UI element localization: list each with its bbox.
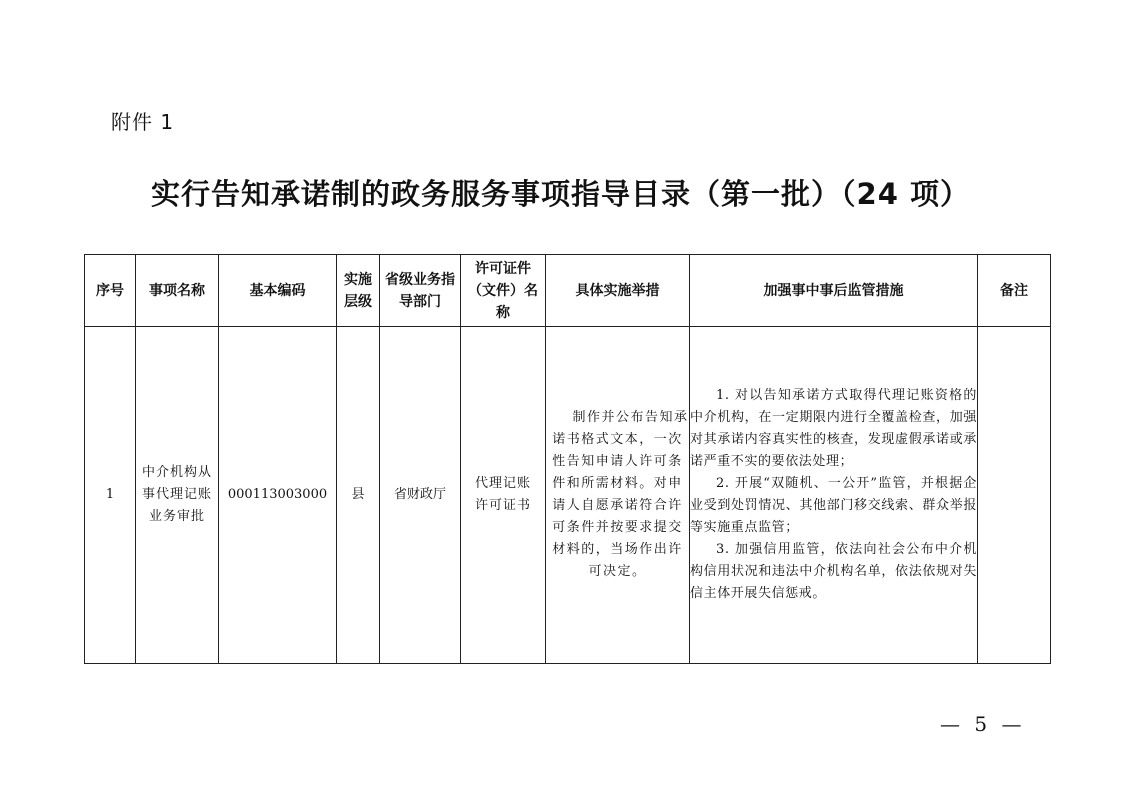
header-department	[380, 255, 461, 327]
service-catalog-table	[84, 254, 1051, 664]
page-number: — 5 —	[940, 712, 1026, 736]
cell-license-name	[461, 327, 546, 664]
header-seq: 序号	[85, 255, 136, 327]
cell-measures	[546, 327, 690, 664]
cell-department: 省财政厅	[380, 327, 461, 664]
header-measures: 具体实施举措	[546, 255, 690, 327]
document-title: 实行告知承诺制的政务服务事项指导目录（第一批）（24 项）	[151, 177, 970, 211]
header-remarks: 备注	[978, 255, 1051, 327]
cell-seq: 1	[85, 327, 136, 664]
table-header-row	[85, 255, 1051, 327]
header-item-name: 事项名称	[136, 255, 219, 327]
table-row	[85, 327, 1051, 664]
cell-license-name-text: 代理记账许可证书	[474, 476, 531, 513]
cell-measures-text: 制作并公布告知承诺书格式文本，一次性告知申请人许可条件和所需材料。对申请人自愿承诺符合许可条件并按要求提交材料的，当场作出许可决定。	[552, 410, 689, 579]
header-license-name	[461, 255, 546, 327]
cell-remarks	[978, 327, 1051, 664]
cell-item-name	[136, 327, 219, 664]
supervision-item-3: 3. 加强信用监管，依法向社会公布中介机构信用状况和违法中介机构名单，依法依规对失信主体开展失信惩戒。	[690, 542, 977, 601]
cell-supervision	[690, 327, 978, 664]
header-supervision: 加强事中事后监管措施	[690, 255, 978, 327]
supervision-item-2: 2. 开展“双随机、一公开”监管，并根据企业受到处罚情况、其他部门移交线索、群众举报等实施重点监管；	[690, 476, 977, 535]
cell-basic-code: 000113003000	[219, 327, 337, 664]
header-license-name-text: 许可证件（文件）名称	[468, 260, 538, 321]
supervision-item-1: 1. 对以告知承诺方式取得代理记账资格的中介机构，在一定期限内进行全覆盖检查，加强对其承诺内容真实性的核查，发现虚假承诺或承诺严重不实的要依法处理；	[690, 388, 977, 469]
header-basic-code: 基本编码	[219, 255, 337, 327]
cell-item-name-text: 中介机构从事代理记账业务审批	[142, 465, 213, 524]
cell-level: 县	[337, 327, 380, 664]
header-department-text: 省级业务指导部门	[385, 271, 455, 310]
header-level-text: 实施层级	[344, 271, 372, 310]
header-level	[337, 255, 380, 327]
attachment-label: 附件 1	[111, 110, 175, 134]
